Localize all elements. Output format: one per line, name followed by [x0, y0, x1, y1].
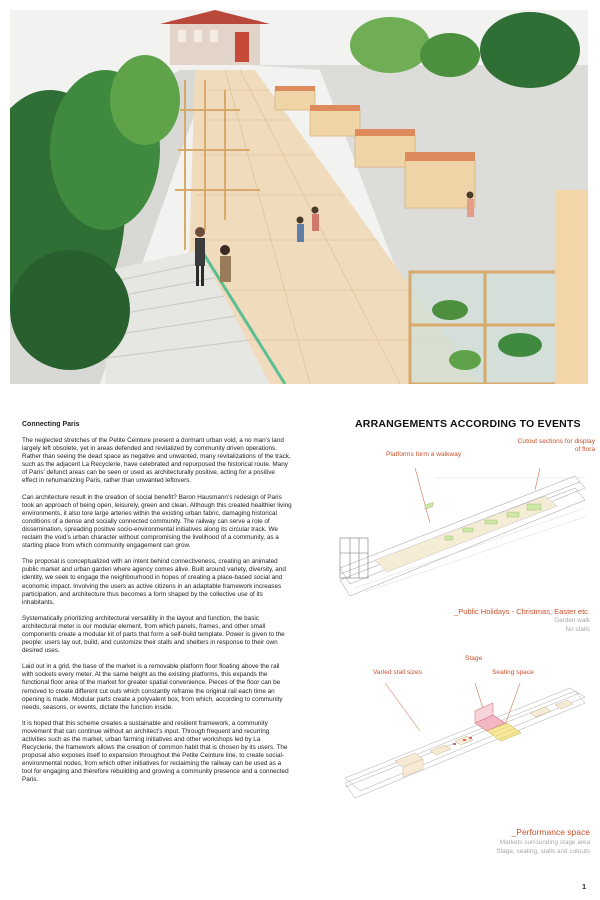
diagram-performance-space	[335, 683, 590, 801]
caption-public-holidays: _Public Holidays - Christmas, Easter etc.	[454, 607, 590, 616]
annotation-seating: Seating space	[492, 669, 534, 676]
essay-paragraph-5: Laid out in a grid, the base of the market is a removable platform floor floating above the rail with sockets every meter. At the same height as the existing platforms, this expands the functional floor area of the market for greater spatial convenience. Pieces of the floor can be removed to create different cut outs which constantly reframe the original rail each time an opening is made. Modular parts create a polyvalent box, from which, according to community needs, seasons, or events, dictate the function inside.	[22, 663, 283, 711]
essay-paragraph-6: It is hoped that this scheme creates a sustainable and resilient framework, a community movement that can continue without an architect’s input. Through frequent and recurring activities such as the market, urban farming initiatives and other workshops led by La Recyclerie, the framework allows the creation of common habit that is chosen by its users. The proposal also exposes itself to expansion throughout the Petite Ceinture line, to create social-environmental nodes, from which other initiatives for reclaiming the railway can be used as a tool for engaging and therefore rebuilding and growing a community presence and a connected Paris.	[22, 719, 289, 784]
greenhouse-module	[410, 272, 560, 384]
hero-illustration	[10, 10, 588, 384]
caption-no-stalls: No stalls	[565, 626, 590, 633]
annotation-cutout-line1: Cutout sections for display	[517, 438, 595, 445]
right-frame	[555, 190, 588, 384]
annotation-cutout	[455, 438, 595, 454]
caption-markets-surrounding: Markets surrounding stage area	[499, 839, 590, 846]
caption-garden-walk: Garden walk	[554, 617, 590, 624]
hero-rendering	[10, 10, 588, 384]
leader-walkway	[415, 468, 430, 523]
essay-paragraph-3: The proposal is conceptualized with an intent behind connectiveness, creating an animated public market and urban garden where agency comes alive. Built around variety, diversity, and identity, we seek to engage the neighbourhood in hopes of creating a place-based social and economic impact. Involving the users as active citizens in an adaptable framework increases participation, and architecture thus becomes a form shaped by the collective use of its inhabitants.	[22, 558, 286, 606]
axonometric-performance	[335, 683, 590, 801]
caption-performance-space: _Performance space	[511, 827, 590, 837]
annotation-stage: Stage	[465, 655, 483, 662]
leader-cutout	[535, 468, 540, 490]
essay-paragraph-1: The neglected stretches of the Petite Ceinture present a dormant urban void, a no man’s land largely left obsolete, yet in areas defended and revitalized by community driven operations. Rather than seeing the dead space as negative and unwanted, many revitalizations of the track, such as the adjacent La Recyclerie, have celebrated and repurposed the historical route. Many of Paris’ defunct areas can be seen or used as architecturally positive, acting for a positive effect in rehumanizing Paris, rather than unwanted leftovers.	[22, 437, 291, 485]
page-number: 1	[582, 884, 586, 891]
essay-paragraph-4: Systematically prioritizing architectural versatility in the layout and function, the basic architectural meter is our modular element, from which panels, frames, and other small components create a modular kit of parts that form a self-build template. Power is given to the people: users lay out, build, and customize their stalls and shelters in response to their own desired uses.	[22, 614, 285, 655]
caption-stage-seating: Stage, seating, stalls and cutouts	[496, 848, 590, 855]
annotation-walkway: Platforms form a walkway	[386, 451, 462, 458]
annotation-stall-sizes: Varied stall sizes	[373, 669, 422, 676]
essay-column	[22, 420, 292, 793]
frame-structure	[340, 538, 368, 578]
arrangements-title: ARRANGEMENTS ACCORDING TO EVENTS	[355, 418, 581, 430]
axonometric-holidays	[335, 468, 590, 596]
annotation-cutout-line2: of flora	[574, 446, 595, 453]
diagram-public-holidays	[335, 468, 590, 596]
essay-title: Connecting Paris	[22, 421, 80, 428]
essay-paragraph-2: Can architecture result in the creation of social benefit? Baron Hausmann’s redesign of Paris took an approach of being open, leisurely, green and clean. Although this created healthier living environments, it also tore large arteries within the existing urban fabric, damaging historical conditions of a dense and socially connected community. The railway can serve a role of dissemination, spreading positive socio-environmental initiatives along its circular track. We reclaim the void’s urban character without compromising the livelihood of a community, as a starting place from which community engagement can grow.	[22, 493, 292, 550]
